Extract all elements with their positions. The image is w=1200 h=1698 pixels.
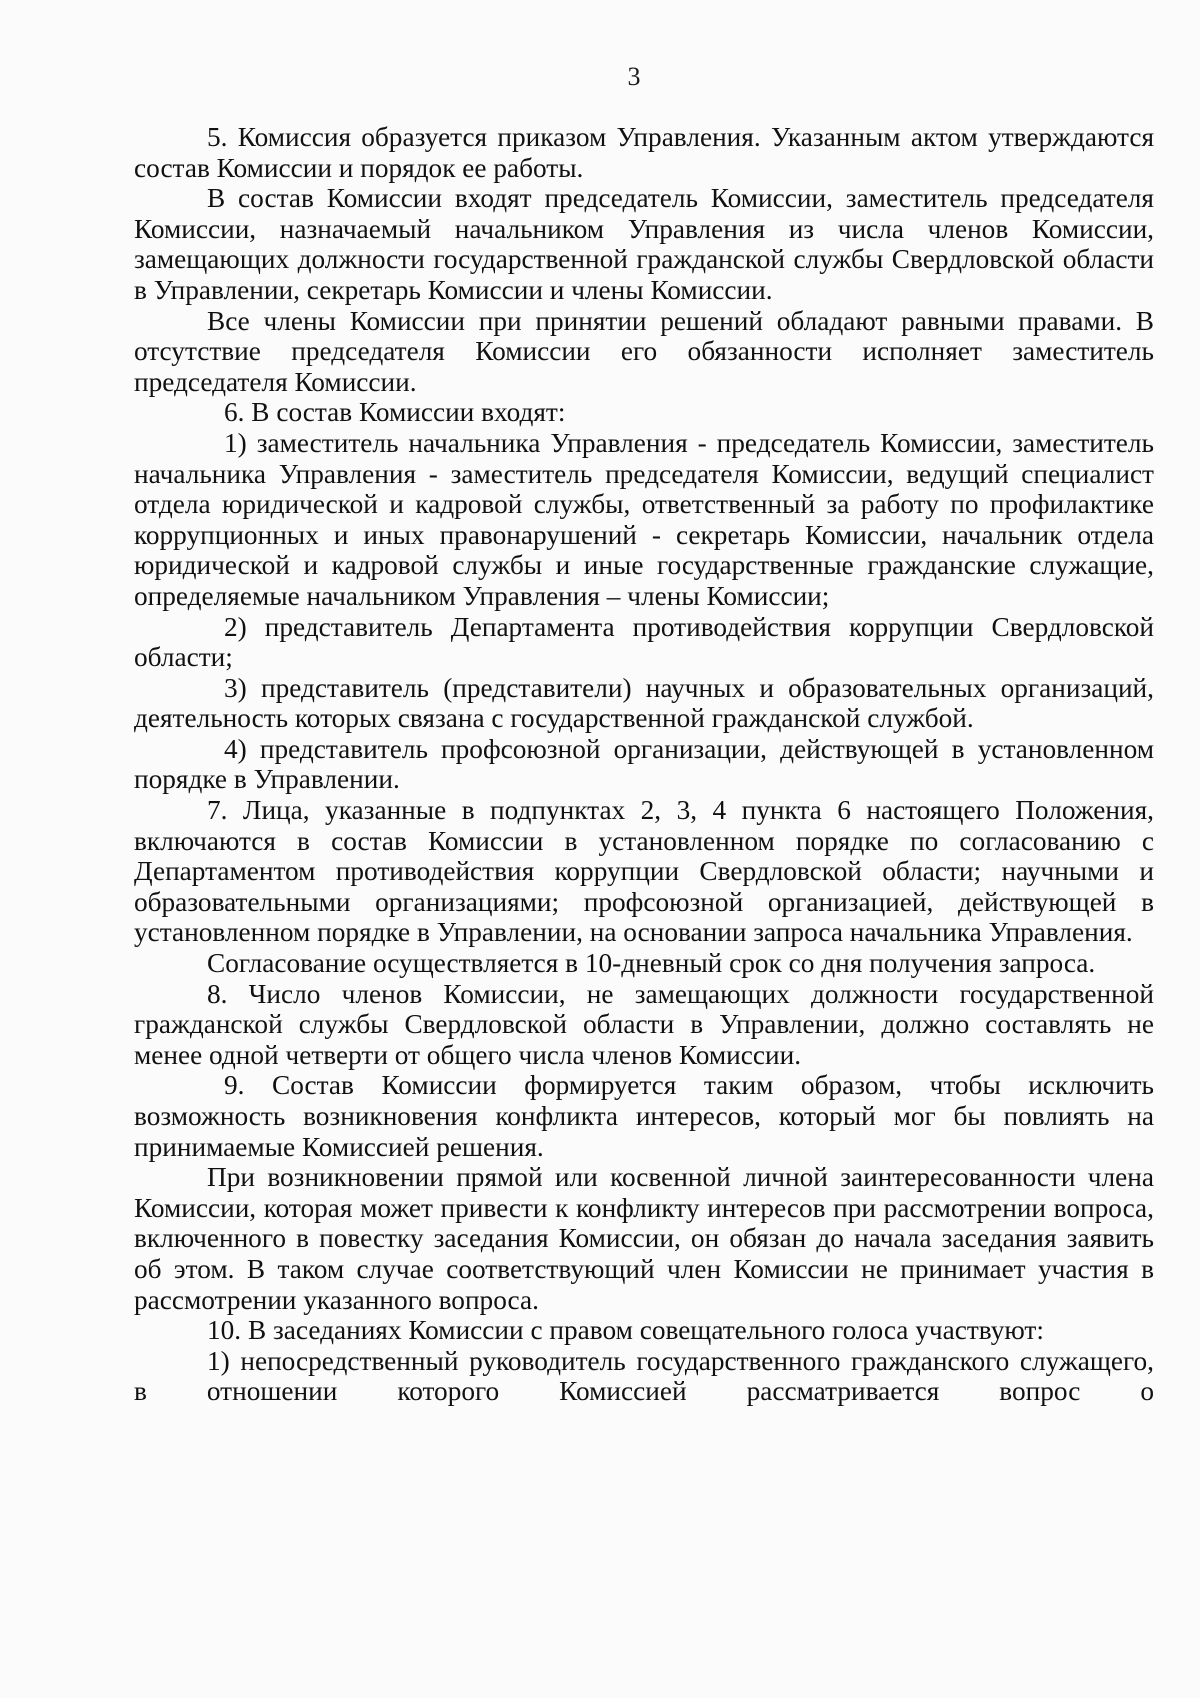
paragraph-9: 9. Состав Комиссии формируется таким образом, чтобы исключить возможность возникновения конфликта интересов, который мог бы повлиять на принимаемые Комиссией решения. <box>134 1070 1154 1162</box>
paragraph-7: 7. Лица, указанные в подпунктах 2, 3, 4 пункта 6 настоящего Положения, включаются в состав Комиссии в установленном порядке по согласованию с Департаментом противодействия коррупции Свердловской области; научными и образовательными организациями; профсоюзной организацией, действующей в установленном порядке в Управлении, на основании запроса начальника Управления. <box>134 795 1154 948</box>
paragraph-10-item-1: 1) непосредственный руководитель государственного гражданского служащего, в отношении которого Комиссией рассматривается вопрос о <box>134 1345 1154 1407</box>
paragraph-5-composition: В состав Комиссии входят председатель Комиссии, заместитель председателя Комиссии, назначаемый начальником Управления из числа членов Комиссии, замещающих должности государственной гражданской службы Свердловской области в Управлении, секретарь Комиссии и члены Комиссии. <box>134 183 1154 305</box>
paragraph-6-item-2: 2) представитель Департамента противодействия коррупции Свердловской области; <box>134 611 1154 673</box>
paragraph-8: 8. Число членов Комиссии, не замещающих должности государственной гражданской службы Свердловской области в Управлении, должно составлять не менее одной четверти от общего числа членов Комиссии. <box>134 978 1154 1070</box>
paragraph-6-item-1: 1) заместитель начальника Управления - председатель Комиссии, заместитель начальника Управления - заместитель председателя Комиссии, ведущий специалист отдела юридической и кадровой службы, ответственный за работу по профилактике коррупционных и иных правонарушений - секретарь Комиссии, начальник отдела юридической и кадровой службы и иные государственные гражданские служащие, определяемые начальником Управления – члены Комиссии; <box>134 427 1154 611</box>
document-body <box>134 122 1154 1407</box>
paragraph-6-item-3: 3) представитель (представители) научных и образовательных организаций, деятельность которых связана с государственной гражданской службой. <box>134 672 1154 734</box>
paragraph-5: 5. Комиссия образуется приказом Управления. Указанным актом утверждаются состав Комиссии и порядок ее работы. <box>134 122 1154 183</box>
paragraph-6-item-4: 4) представитель профсоюзной организации, действующей в установленном порядке в Управлении. <box>134 733 1154 795</box>
paragraph-7-agreement: Согласование осуществляется в 10-дневный срок со дня получения запроса. <box>207 948 1096 979</box>
paragraph-10: 10. В заседаниях Комиссии с правом совещательного голоса участвуют: <box>207 1315 1044 1346</box>
paragraph-9-conflict: При возникновении прямой или косвенной личной заинтересованности члена Комиссии, которая может привести к конфликту интересов при рассмотрении вопроса, включенного в повестку заседания Комиссии, он обязан до начала заседания заявить об этом. В таком случае соответствующий член Комиссии не принимает участия в рассмотрении указанного вопроса. <box>134 1162 1154 1315</box>
page-number: 3 <box>627 62 641 91</box>
paragraph-5-equal-rights: Все члены Комиссии при принятии решений обладают равными правами. В отсутствие председателя Комиссии его обязанности исполняет заместитель председателя Комиссии. <box>134 305 1154 397</box>
paragraph-6: 6. В состав Комиссии входят: <box>224 397 566 428</box>
